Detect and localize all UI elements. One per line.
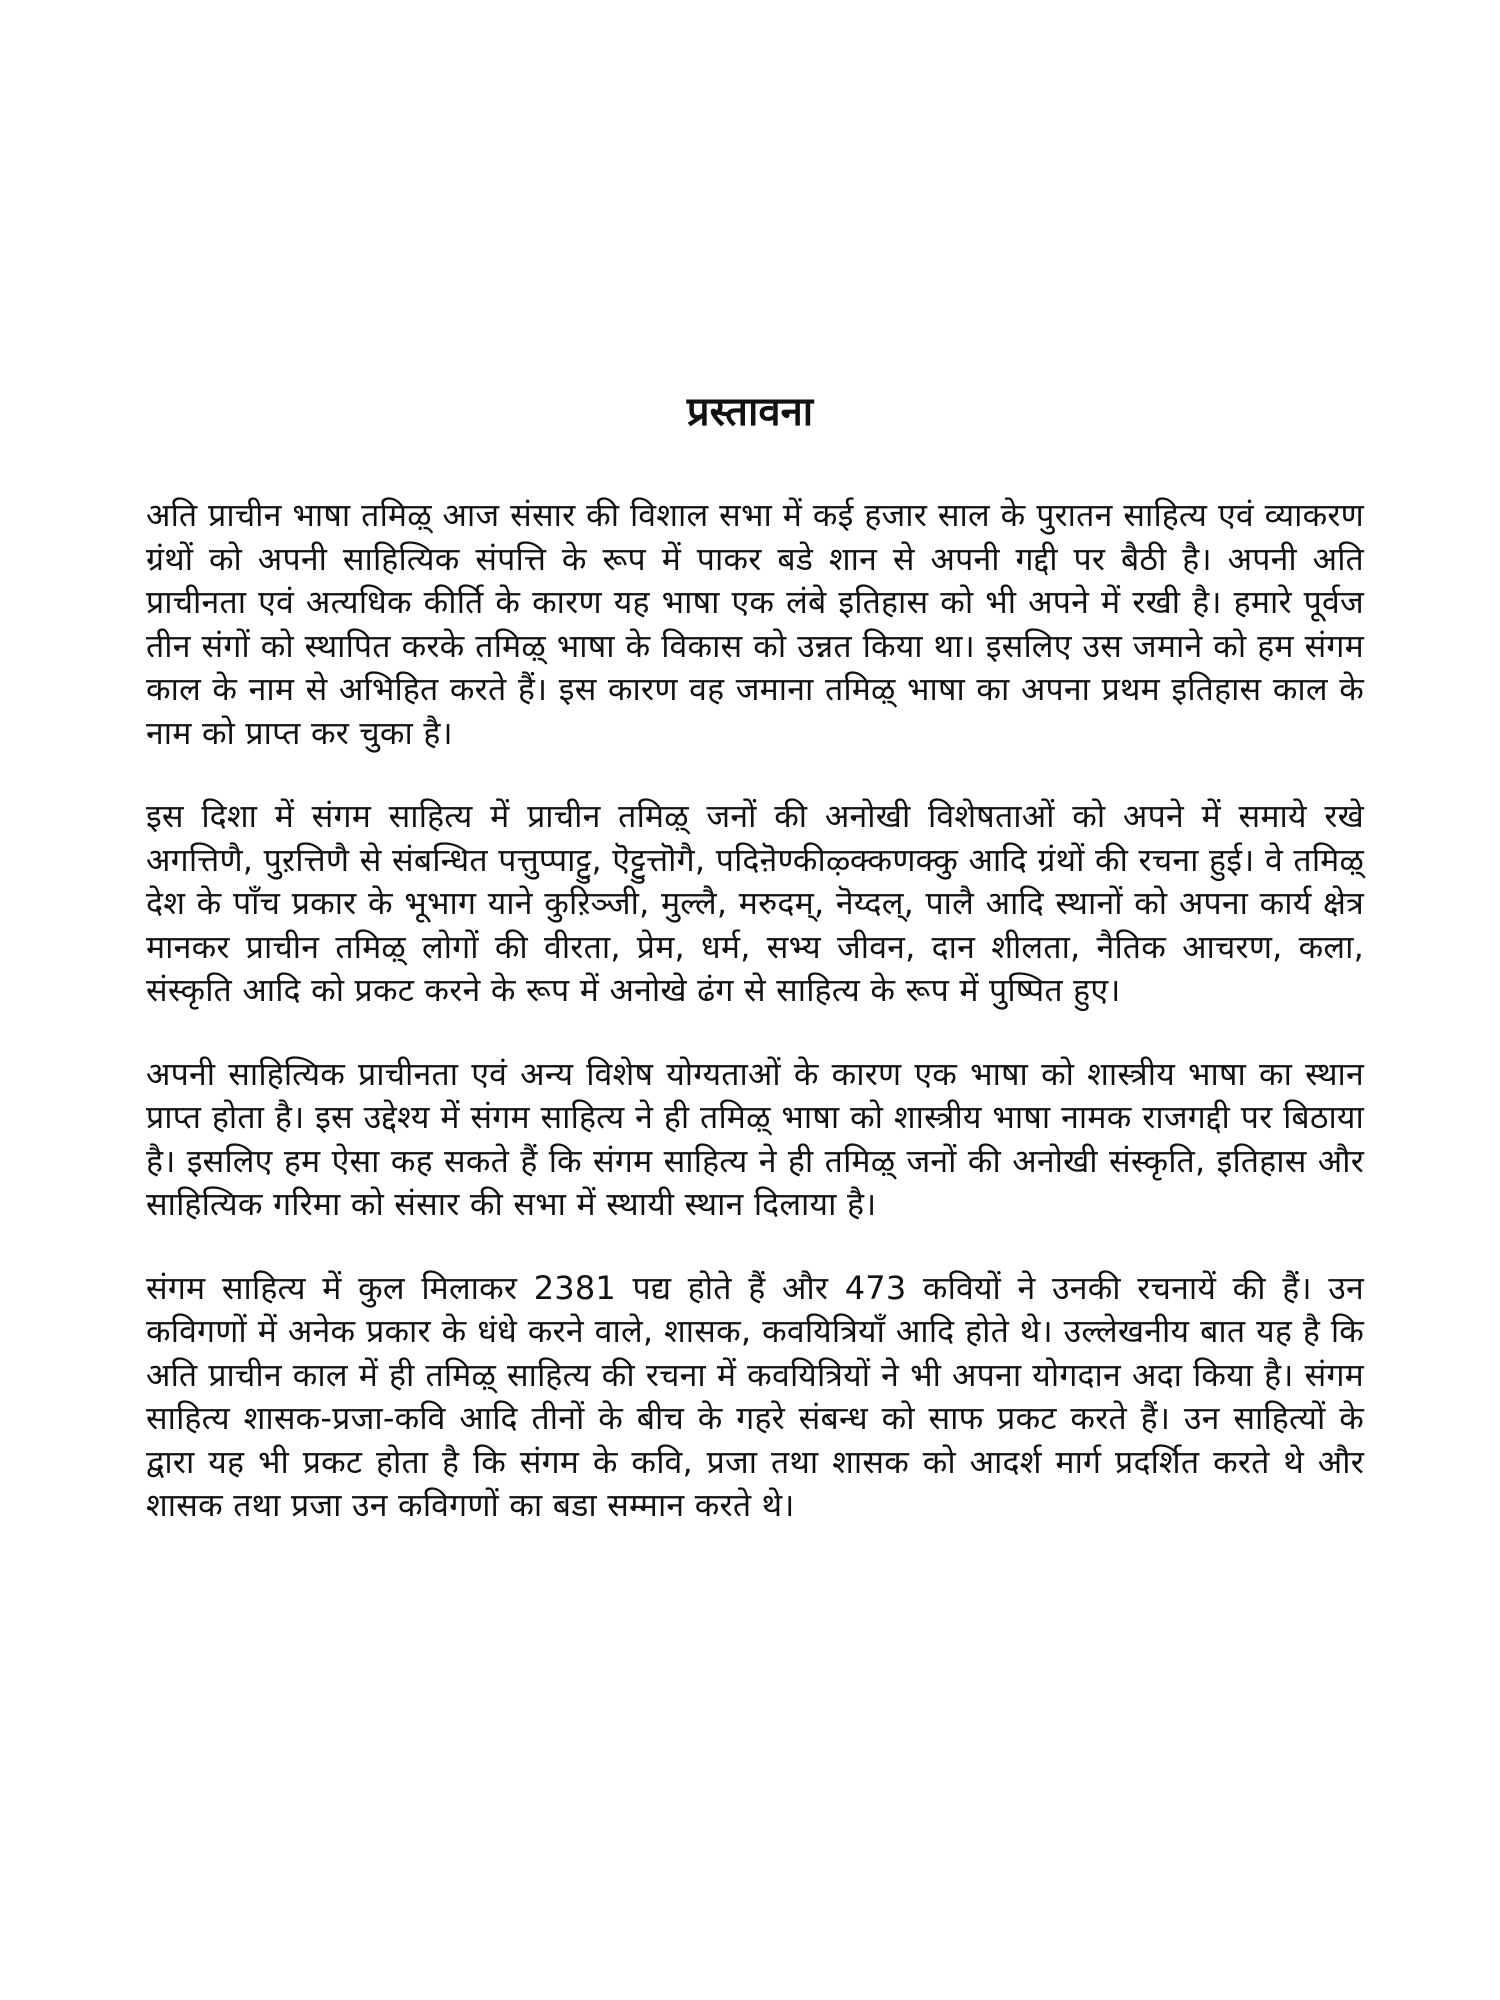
paragraph-1: अति प्राचीन भाषा तमिऴ् आज संसार की विशाल सभा में कई हजार साल के पुरातन साहित्य एवं व्याकरण ग्रंथों को अपनी साहित्यिक संपत्ति के रूप में पाकर बडे शान से अपनी गद्दी पर बैठी है। अपनी अति प्राचीनता एवं अत्यधिक कीर्ति के कारण यह भाषा एक लंबे इतिहास को भी अपने में रखी है। हमारे पूर्वज तीन संगों को स्थापित करके तमिऴ् भाषा के विकास को उन्नत किया था। इसलिए उस जमाने को हम संगम काल के नाम से अभिहित करते हैं। इस कारण वह जमाना तमिऴ् भाषा का अपना प्रथम इतिहास काल के नाम को प्राप्त कर चुका है।	[146, 496, 1364, 752]
paragraph-3: अपनी साहित्यिक प्राचीनता एवं अन्य विशेष योग्यताओं के कारण एक भाषा को शास्त्रीय भाषा का स्थान प्राप्त होता है। इस उद्देश्य में संगम साहित्य ने ही तमिऴ् भाषा को शास्त्रीय भाषा नामक राजगद्दी पर बिठाया है। इसलिए हम ऐसा कह सकते हैं कि संगम साहित्य ने ही तमिऴ् जनों की अनोखी संस्कृति, इतिहास और साहित्यिक गरिमा को संसार की सभा में स्थायी स्थान दिलाया है।	[146, 1054, 1364, 1223]
paragraph-4: संगम साहित्य में कुल मिलाकर 2381 पद्य होते हैं और 473 कवियों ने उनकी रचनायें की हैं। उन कविगणों में अनेक प्रकार के धंधे करने वाले, शासक, कवयित्रियाँ आदि होते थे। उल्लेखनीय बात यह है कि अति प्राचीन काल में ही तमिऴ् साहित्य की रचना में कवयित्रियों ने भी अपना योगदान अदा किया है। संगम साहित्य शासक-प्रजा-कवि आदि तीनों के बीच के गहरे संबन्ध को साफ प्रकट करते हैं। उन साहित्यों के द्वारा यह भी प्रकट होता है कि संगम के कवि, प्रजा तथा शासक को आदर्श मार्ग प्रदर्शित करते थे और शासक तथा प्रजा उन कविगणों का बडा सम्मान करते थे।	[146, 1268, 1364, 1524]
paragraph-2: इस दिशा में संगम साहित्य में प्राचीन तमिऴ् जनों की अनोखी विशेषताओं को अपने में समाये रखे अगत्तिणै, पुऱत्तिणै से संबन्धित पत्तुप्पाट्टु, ऎट्टुत्तॊगै, पदिऩॆण्कीऴ्क्कणक्कु आदि ग्रंथों की रचना हुई। वे तमिऴ् देश के पाँच प्रकार के भूभाग याने कुऱिञ्जी, मुल्लै, मरुदम्, नॆय्दल्, पालै आदि स्थानों को अपना कार्य क्षेत्र मानकर प्राचीन तमिऴ् लोगों की वीरता, प्रेम, धर्म, सभ्य जीवन, दान शीलता, नैतिक आचरण, कला, संस्कृति आदि को प्रकट करने के रूप में अनोखे ढंग से साहित्य के रूप में पुष्पित हुए।	[146, 797, 1364, 1009]
page-title: प्रस्तावना	[686, 389, 814, 435]
body-text	[146, 494, 1364, 1568]
